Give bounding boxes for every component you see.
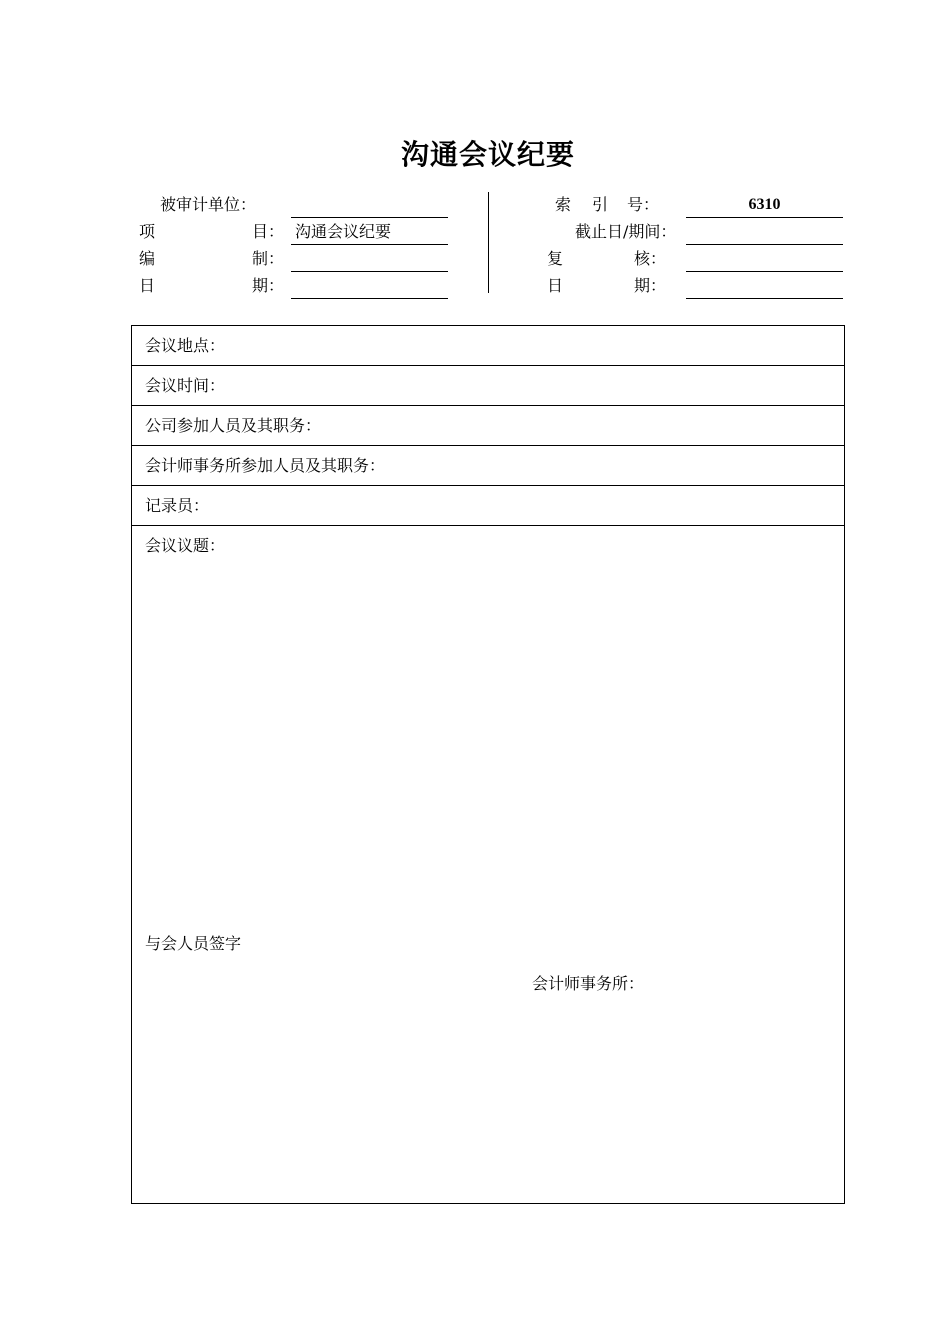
- firm-attendees-row[interactable]: [132, 446, 844, 486]
- index-label-b: 引: [592, 195, 609, 214]
- index-label-c: 号：: [627, 195, 660, 214]
- time-row[interactable]: [132, 366, 844, 406]
- review-date-label-b: 期：: [634, 276, 667, 295]
- company-attendees-label: 公司参加人员及其职务：: [145, 416, 322, 435]
- date-label-a: 日: [139, 276, 156, 295]
- page-title: 沟通会议纪要: [400, 138, 575, 171]
- index-value: 6310: [748, 196, 781, 213]
- topics-label: 会议议题：: [145, 536, 226, 555]
- prepared-label-b: 制：: [252, 249, 285, 268]
- cutoff-field[interactable]: [686, 220, 843, 245]
- firm-signature-label: 会计师事务所：: [532, 974, 645, 993]
- prepared-label-a: 编: [139, 249, 156, 268]
- topics-area[interactable]: [132, 526, 844, 1203]
- meeting-form: [131, 325, 845, 1204]
- review-date-field[interactable]: [686, 274, 843, 299]
- project-label-a: 项: [139, 222, 156, 241]
- index-field[interactable]: [686, 193, 843, 218]
- date-label-b: 期：: [252, 276, 285, 295]
- cutoff-label: 截止日/期间：: [575, 222, 677, 241]
- recorder-row[interactable]: [132, 486, 844, 526]
- review-label-b: 核：: [634, 249, 667, 268]
- date-field[interactable]: [291, 274, 448, 299]
- reviewed-by-field[interactable]: [686, 247, 843, 272]
- project-value: 沟通会议纪要: [295, 222, 392, 241]
- audited-unit-label: 被审计单位：: [160, 195, 257, 214]
- prepared-by-field[interactable]: [291, 247, 448, 272]
- project-label-b: 目：: [252, 222, 285, 241]
- project-field[interactable]: [291, 220, 448, 245]
- location-label: 会议地点：: [145, 336, 226, 355]
- time-label: 会议时间：: [145, 376, 226, 395]
- audited-unit-field[interactable]: [291, 193, 448, 218]
- firm-attendees-label: 会计师事务所参加人员及其职务：: [145, 456, 386, 475]
- review-date-label-a: 日: [547, 276, 564, 295]
- location-row[interactable]: [132, 326, 844, 366]
- header-divider: [488, 192, 489, 293]
- index-label-a: 索: [555, 195, 572, 214]
- company-attendees-row[interactable]: [132, 406, 844, 446]
- review-label-a: 复: [547, 249, 564, 268]
- recorder-label: 记录员：: [145, 496, 210, 515]
- signature-label: 与会人员签字: [145, 934, 242, 953]
